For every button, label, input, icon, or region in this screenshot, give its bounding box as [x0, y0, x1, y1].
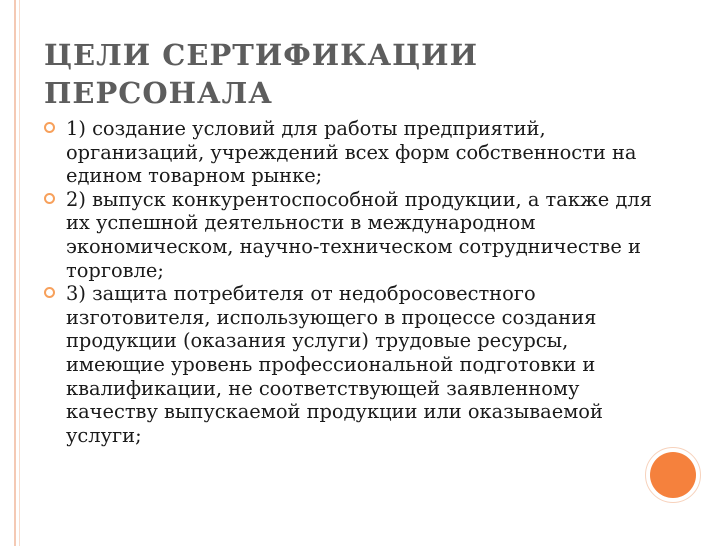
bullet-list — [44, 117, 664, 447]
bullet-text: 2) выпуск конкурентоспособной продукции, а также для их успешной деятельности в международном экономическом, научно-техническом сотрудничестве и торговле; — [66, 187, 652, 282]
bullet-item — [44, 282, 664, 447]
bullet-text: 3) защита потребителя от недобросовестного изготовителя, использующего в процессе создания продукции (оказания услуги) трудовые ресурсы, имеющие уровень профессиональной подготовки и квалификации, не соответствующей заявленному качеству выпускаемой продукции или оказываемой услуги; — [66, 282, 603, 447]
bullet-item — [44, 117, 664, 188]
bullet-circle-icon — [44, 287, 55, 298]
bullet-text: 1) создание условий для работы предприятий, организаций, учреждений всех форм собственности на едином товарном рынке; — [66, 117, 637, 188]
bullet-item — [44, 188, 664, 282]
slide-frame-line-inner — [19, 0, 20, 546]
bullet-circle-icon — [44, 122, 55, 133]
decorative-orange-circle — [650, 452, 696, 498]
slide-title: ЦЕЛИ СЕРТИФИКАЦИИ ПЕРСОНАЛА — [44, 38, 478, 110]
slide-frame-line — [14, 0, 16, 546]
bullet-circle-icon — [44, 193, 55, 204]
